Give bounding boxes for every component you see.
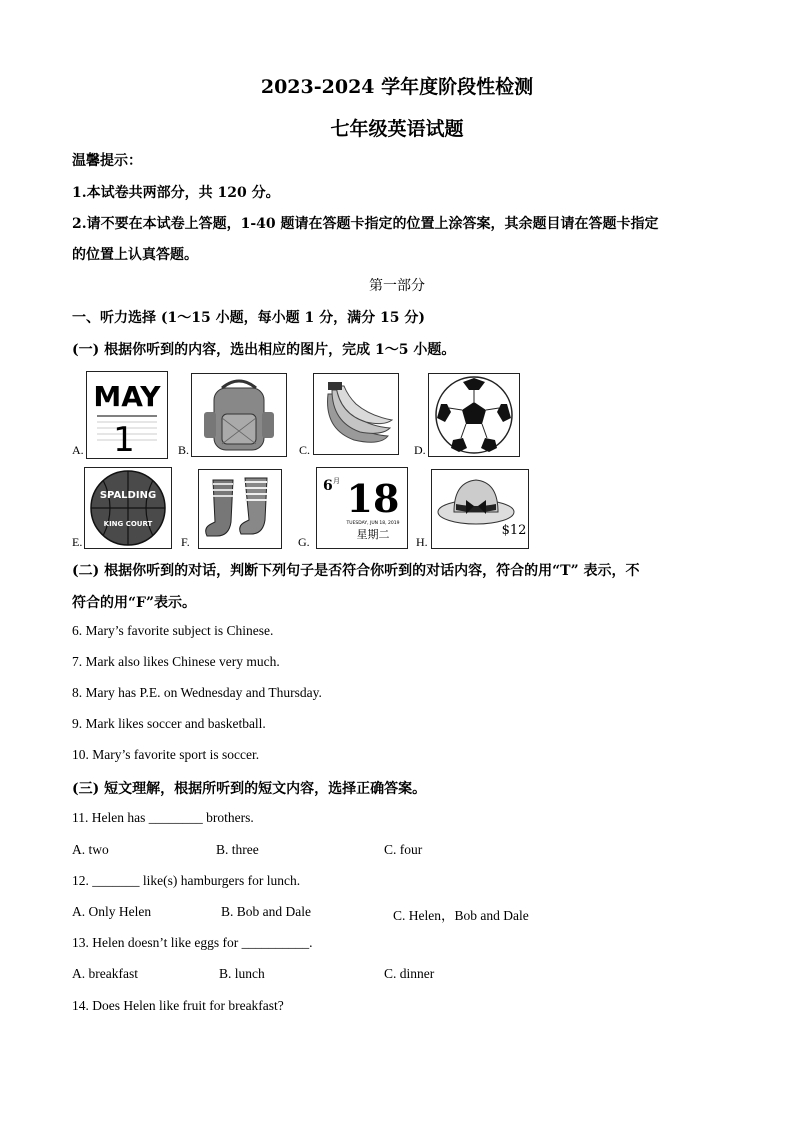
calendar-weekday: 星期二 <box>356 528 390 541</box>
hat-price-tag: $12 <box>501 523 527 538</box>
subsection-1-instructions: (一) 根据你听到的内容，选出相应的图片，完成 1～5 小题。 <box>72 342 456 358</box>
calendar-month-suffix: 月 <box>333 477 340 485</box>
question-14-stem: 14. Does Helen like fruit for breakfast? <box>72 998 284 1013</box>
section-1-heading: 一、听力选择 (1～15 小题，每小题 1 分，满分 15 分) <box>72 310 425 326</box>
question-7: 7. Mark also likes Chinese very much. <box>72 654 280 669</box>
question-11-stem: 11. Helen has ________ brothers. <box>72 810 254 825</box>
note-item-1: 1.本试卷共两部分，共 120 分。 <box>72 185 280 201</box>
backpack-icon <box>191 373 287 457</box>
question-11-option-c: C. four <box>384 842 423 857</box>
calendar-june-18-icon <box>316 467 408 549</box>
question-12-stem: 12. _______ like(s) hamburgers for lunch. <box>72 873 301 888</box>
calendar-date-line: TUESDAY, JUN 18, 2019 <box>346 521 400 526</box>
calendar-day-text: 1 <box>113 420 135 458</box>
picture-label-h: H. <box>416 535 428 549</box>
picture-label-b: B. <box>178 443 190 457</box>
basketball-brand-text: SPALDING <box>99 490 157 501</box>
question-11-option-b: B. three <box>216 842 259 857</box>
question-13-option-c: C. dinner <box>384 966 435 981</box>
notes-heading: 温馨提示： <box>72 153 142 169</box>
question-12-option-c: C. Helen，Bob and Dale <box>393 908 529 923</box>
basketball-tag-text: KING COURT <box>103 520 153 528</box>
hat-icon <box>431 469 529 549</box>
picture-label-d: D. <box>414 443 426 457</box>
picture-label-a: A. <box>72 443 84 457</box>
picture-label-f: F. <box>181 535 190 549</box>
calendar-month-number: 6 <box>323 478 333 494</box>
question-12-option-a: A. Only Helen <box>72 904 152 919</box>
subsection-3-instructions: (三) 短文理解，根据所听到的短文内容，选择正确答案。 <box>72 781 427 797</box>
soccer-ball-icon <box>428 373 520 457</box>
question-12-option-b: B. Bob and Dale <box>221 904 311 919</box>
picture-label-c: C. <box>299 443 311 457</box>
question-6: 6. Mary’s favorite subject is Chinese. <box>72 623 274 638</box>
question-8: 8. Mary has P.E. on Wednesday and Thursday. <box>72 685 322 700</box>
subsection-2-instructions-line-1: (二) 根据你听到的对话，判断下列句子是否符合你听到的对话内容，符合的用“T” 表示，不 <box>72 563 640 579</box>
part-heading: 第一部分 <box>369 278 425 294</box>
bananas-icon <box>313 373 399 455</box>
question-13-stem: 13. Helen doesn’t like eggs for __________. <box>72 935 313 950</box>
note-item-2-line-2: 的位置上认真答题。 <box>72 247 198 263</box>
question-13-option-b: B. lunch <box>219 966 265 981</box>
question-11-option-a: A. two <box>72 842 109 857</box>
calendar-day-number: 18 <box>346 476 400 521</box>
question-10: 10. Mary’s favorite sport is soccer. <box>72 747 260 762</box>
picture-label-g: G. <box>298 535 310 549</box>
calendar-may-1-icon <box>86 371 168 459</box>
question-9: 9. Mark likes soccer and basketball. <box>72 716 266 731</box>
picture-label-e: E. <box>72 535 83 549</box>
socks-icon <box>198 469 282 549</box>
exam-subtitle: 七年级英语试题 <box>330 118 464 140</box>
exam-title: 2023-2024 学年度阶段性检测 <box>260 76 534 98</box>
subsection-2-instructions-line-2: 符合的用“F”表示。 <box>72 595 197 611</box>
note-item-2-line-1: 2.请不要在本试卷上答题，1-40 题请在答题卡指定的位置上涂答案，其余题目请在答题卡指定 <box>72 216 659 232</box>
question-13-option-a: A. breakfast <box>72 966 138 981</box>
basketball-icon <box>84 467 172 549</box>
calendar-month-text: MAY <box>93 380 161 413</box>
